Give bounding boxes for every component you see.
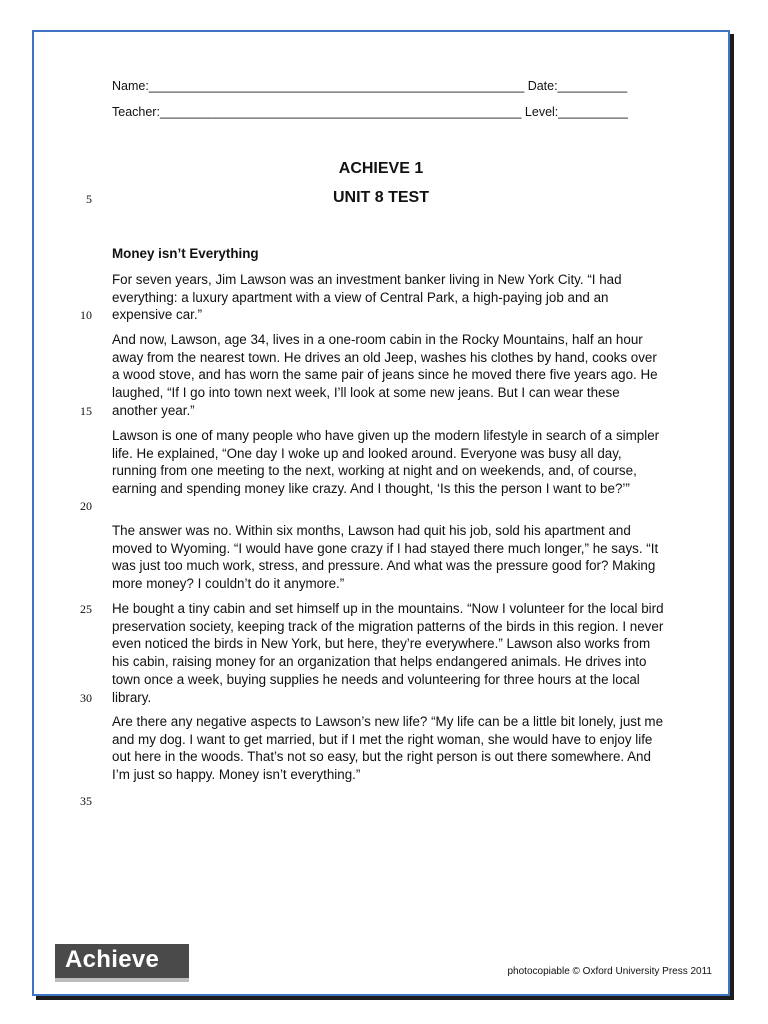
line-number: 10 — [80, 308, 92, 322]
line-number: 35 — [80, 794, 92, 808]
achieve-logo — [55, 944, 189, 978]
line-number: 5 — [86, 192, 92, 206]
line-number: 20 — [80, 499, 92, 513]
story-title: Money isn’t Everything — [112, 246, 259, 261]
story-paragraph-6: Are there any negative aspects to Lawson’s new life? “My life can be a little bit lonely, just me and my dog. I want to get married, but if I met the right woman, she would have to enjoy life out here in the woods. That’s not so easy, but the right person is out there somewhere. And I’m just so happy. Money isn’t everything.” — [112, 714, 664, 783]
story-paragraph-3: Lawson is one of many people who have given up the modern lifestyle in search of a simpler life. He explained, “One day I woke up and looked around. Everyone was busy all day, running from one meeting to the next, working at night and on weekends, and, of course, earning and spending money like crazy. And I thought, ‘Is this the person I want to be?’” — [112, 428, 660, 497]
story-paragraph-1: For seven years, Jim Lawson was an investment banker living in New York City. “I had everything: a luxury apartment with a view of Central Park, a high-paying job and an expensive car.” — [112, 272, 622, 323]
name-date-line: Name:______________________________________________________ Date:__________ — [112, 79, 628, 93]
story-paragraph-5: He bought a tiny cabin and set himself up in the mountains. “Now I volunteer for the local bird preservation society, keeping track of the migration patterns of the birds in this region. I never even noticed the birds in New York, but here, they’re everywhere.” Lawson also works from his cabin, raising money for an organization that helps endangered animals. He drives into town once a week, buying supplies he needs and volunteering for three hours at the local library. — [112, 601, 664, 705]
book-title: ACHIEVE 1 — [338, 160, 424, 177]
story-paragraph-4: The answer was no. Within six months, Lawson had quit his job, sold his apartment and moved to Wyoming. “I would have gone crazy if I had stayed there much longer,” he says. “It was just too much work, stress, and pressure. And what was the pressure good for? Making more money? I couldn’t do it anymore.” — [112, 523, 659, 592]
unit-title: UNIT 8 TEST — [332, 189, 429, 206]
page-frame — [32, 30, 730, 996]
line-number: 30 — [80, 691, 92, 705]
copyright-note: photocopiable © Oxford University Press 2011 — [507, 966, 712, 977]
line-number: 25 — [80, 602, 92, 616]
teacher-level-line: Teacher:____________________________________________________ Level:__________ — [112, 105, 628, 119]
line-number: 15 — [80, 404, 92, 418]
logo-text: Achieve — [65, 946, 160, 973]
story-paragraph-2: And now, Lawson, age 34, lives in a one-room cabin in the Rocky Mountains, half an hour away from the nearest town. He drives an old Jeep, washes his clothes by hand, cooks over a wood stove, and has worn the same pair of jeans since he moved there five years ago. He laughed, “If I go into town next week, I’ll look at some new jeans. But I can wear these another year.” — [112, 332, 658, 418]
